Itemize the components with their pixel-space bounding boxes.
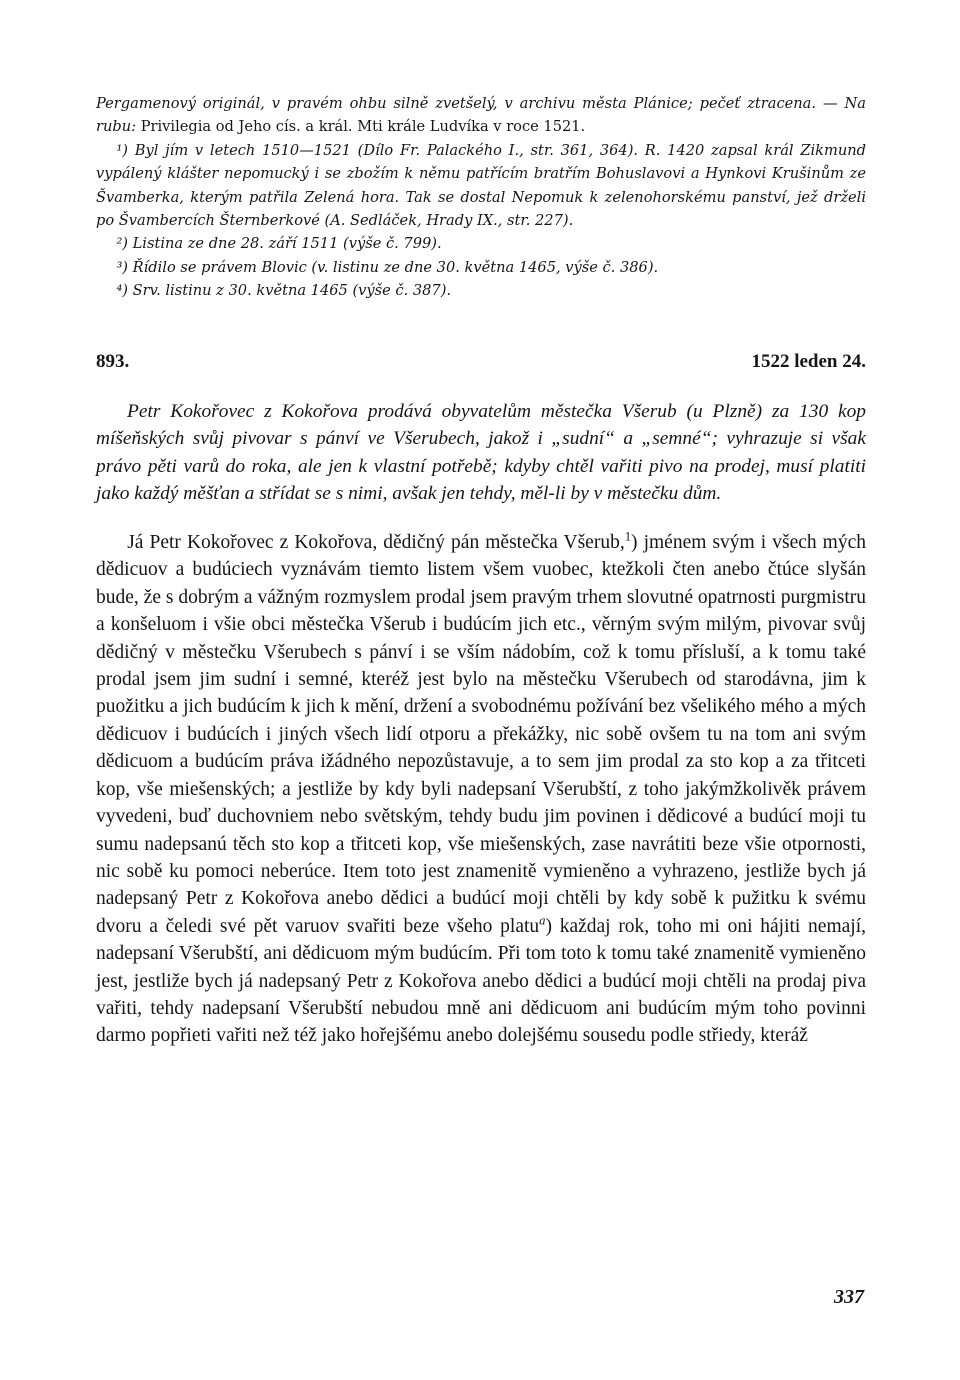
page-content xyxy=(96,92,866,1069)
source-description xyxy=(96,92,866,139)
footnote-ref-a: a xyxy=(539,913,546,928)
footnote-3: ³) Řídilo se právem Blovic (v. listinu ze dne 30. května 1465, výše č. 386). xyxy=(116,258,659,276)
text-part-1: Já Petr Kokořovec z Kokořova, dědičný pán městečka Všerub, xyxy=(127,532,625,554)
footnote-1: ¹) Byl jím v letech 1510—1521 (Dílo Fr. Palackého I., str. 361, 364). R. 1420 zapsal král Zikmund vypálený klášter nepomucký i se zbožím k němu patřícím bratřím Bohuslavovi a Hynkovi Krušinům ze Švamberka, kterým patřila Zelená hora. Tak se dostal Nepomuk k zelenohorskému panství, jež drželi po Švambercích Šternberkové (A. Sedláček, Hrady IX., str. 227). xyxy=(96,141,866,230)
verso-label: Na rubu: xyxy=(96,95,867,136)
page-number: 337 xyxy=(834,1286,864,1308)
document-date: 1522 leden 24. xyxy=(751,350,866,372)
footnotes-block xyxy=(96,92,866,303)
regest-summary: Petr Kokořovec z Kokořova prodává obyvatelům městečka Všerub (u Plzně) za 130 kop míšeňských svůj pivovar s pánví ve Všerubech, jakož i „sudní“ a „semné“; vyhrazuje si však právo pěti varů do roka, ale jen k vlastní potřebě; kdyby chtěl vařiti pivo na prodej, musí platiti jako každý měšťan a střídat se s nimi, avšak jen tehdy, měl-li by v městečku dům. xyxy=(96,400,866,505)
footnote-ref-1: 1 xyxy=(624,529,632,544)
text-part-3: ) každaj rok, toho mi oni hájiti nemají, nadepsaní Všerubští, ani dědicuom mým budúcím. Při tom toto k tomu také znamenitě vymieněno jest, jestliže bych já nadepsaný Petr z Kokořova anebo dědici a budúcí moji chtěli na prodaj piva vařiti, tehdy nadepsaní Všerubští nebudou mně ani dědicuom ani budúcím mým toho povinni darmo popřieti vařiti než též jako hořejšému anebo dolejšému sousedu podle střiedy, kteráž xyxy=(96,915,867,1047)
document-header xyxy=(96,350,866,374)
description-text: Pergamenový originál, v pravém ohbu silně zvetšelý, v archivu města Plánice; pečeť ztracena. — xyxy=(96,95,838,112)
text-part-2: ) jménem svým i všech mých dědicuov a budúciech vyznávám tiemto listem všem vuobec, ktežkoli čten anebo čtúce slyšán bude, že s dobrým a vážným rozmyslem prodal jsem pravým trhem slovutné opatrnosti purgmistru a konšeluom i všie obci městečka Všerub i budúcím jich etc., věrným svým milým, pivovar svůj dědičný v městečku Všerubech s pánví i se vším nádobím, což k tomu přísluší, a k tomu také prodal jsem jim sudní i semné, kteréž jest bylo na městečku Všerubech od starodávna, jim k puožitku a jich budúcím k jich k mění, držení a svobodnému požívání bez všelikého mého a mých dědicuov i budúcích i jiných všech lidí otporu a překážky, nic sobě ovšem tu na tom ani svým dědicuom a budúcím práva ižádného nepozůstavuje, a to sem jim prodal za sto kop a za třitceti kop, vše miešenských; a jestliže by kdy byli nadepsaní Všerubští, z toho jakýmžkolivěk právem vyvedeni, buď duchovniem nebo světským, tehdy budu jim povinen i dědicové a budúcí moji tu sumu nadepsanú těch sto kop a třitceti kop, vše miešenských, zase navrátiti beze všie otpornosti, nic sobě ku pomoci neberúce. Item toto jest znamenitě vymieněno a vyhrazeno, jestliže bych já nadepsaný Petr z Kokořova anebo dědici a budúcí moji chtěli by kdy sobě k pužitku k svému dvoru a čeledi své pět varuov svařiti beze všeho platu xyxy=(96,532,867,937)
document-text xyxy=(96,529,866,1050)
document-number: 893. xyxy=(96,350,130,372)
footnote-2: ²) Listina ze dne 28. září 1511 (výše č. 799). xyxy=(116,235,442,253)
verso-text: Privilegia od Jeho cís. a král. Mti krále Ludvíka v roce 1521. xyxy=(140,118,586,136)
footnote-4: ⁴) Srv. listinu z 30. května 1465 (výše č. 387). xyxy=(116,282,452,300)
